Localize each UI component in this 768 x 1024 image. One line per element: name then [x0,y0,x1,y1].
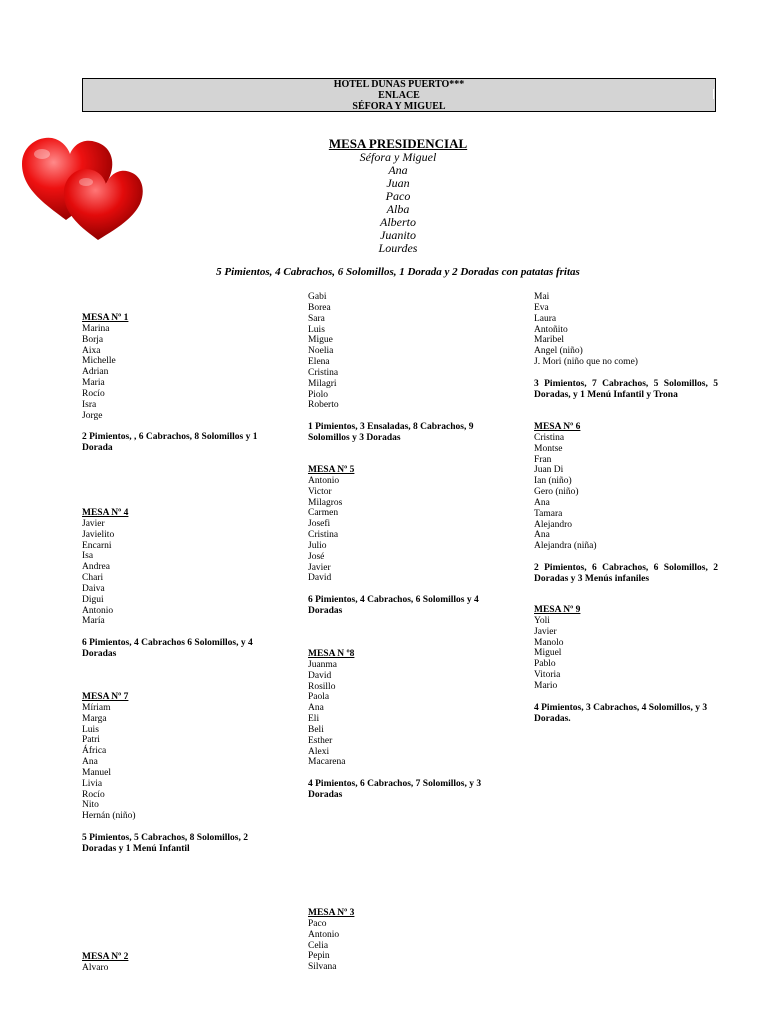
guest-name: Lourdes [378,241,418,255]
hotel-header-box [82,78,716,112]
guest-name: María [82,616,105,627]
table-block-5 [308,465,492,617]
table-block-continued-right [534,292,718,401]
guest-name: Adrian [82,367,109,378]
guest-name: Rocío [82,388,105,399]
table-title: MESA Nº 7 [82,692,129,702]
guest-name: Mario [534,680,558,691]
guest-name: Alejandra (niña) [534,541,597,552]
table-block-4 [82,508,266,660]
guest-name: Encarni [82,540,112,551]
guest-name: Cristina [308,367,339,378]
guest-name: Antoñito [534,324,568,335]
guest-name: Laura [534,313,557,324]
guest-name: David [308,670,332,681]
guest-name: Javier [82,518,105,529]
couple-names: SÉFORA Y MIGUEL [352,101,446,112]
guest-name: Ana [308,703,324,714]
guest-name: África [82,746,107,757]
table-block-2 [82,952,266,974]
guest-name: Ana [534,497,550,508]
guest-name: Alba [386,202,410,216]
guest-name: David [308,573,332,584]
table-block-9 [534,605,718,724]
guest-name: Noelia [308,346,334,357]
guest-name: Livia [82,778,103,789]
guest-name: Nito [82,800,99,811]
guest-name: Fran [534,454,552,465]
table-block-7 [82,692,266,855]
guest-name: Aixa [82,345,101,356]
guest-name: Marga [82,713,107,724]
guest-name: Esther [308,735,333,746]
table-block-3 [308,908,492,973]
guest-name: Michelle [82,356,116,367]
guest-name: Borea [308,302,331,313]
guest-name: Andrea [82,562,110,573]
guest-name: Ana [388,163,408,177]
table-title: MESA Nº 9 [534,605,581,615]
guest-name: Roberto [308,400,339,411]
guest-name: Milagri [308,378,337,389]
guest-name: Alejandro [534,519,572,530]
guest-name: Gero (niño) [534,487,579,498]
guest-name: Mai [534,292,550,302]
guest-name: Angel (niño) [534,346,583,357]
table-menu: 6 Pimientos, 4 Cabrachos, 6 Solomillos y 4 Doradas [308,595,479,617]
guest-name: Vitoria [534,670,561,681]
guest-name: Juanito [380,228,416,242]
table-menu: 4 Pimientos, 3 Cabrachos, 4 Solomillos, y 3 Doradas. [534,702,708,724]
guest-name: Elena [308,357,330,368]
guest-name: Piolo [308,389,329,400]
guest-name: Cristina [534,432,565,443]
guest-name: Cristina [308,530,339,541]
table-title: MESA Nº 4 [82,508,129,518]
guest-name: Borja [82,334,104,345]
guest-name: Isa [82,551,94,562]
guest-name: Manuel [82,767,112,778]
guest-name: Silvana [308,962,337,973]
guest-name: Chari [82,573,104,584]
hotel-name: HOTEL DUNAS PUERTO*** [333,79,465,90]
guest-name: Eva [534,302,549,313]
table-title: MESA Nº 5 [308,465,355,475]
guest-name: Luis [82,724,99,735]
event-type: ENLACE [378,90,420,101]
hearts-icon [18,132,148,244]
guest-name: Juan [386,176,410,190]
table-block-6 [534,422,718,585]
guest-name: Yoli [534,615,550,626]
guest-name: Josefi [308,519,331,530]
table-block-1 [82,313,266,454]
presidential-guests [240,151,556,255]
guest-name: Paco [385,189,411,203]
guest-name: Ana [534,530,550,541]
guest-name: Digui [82,594,104,605]
guest-name: Daiva [82,583,105,594]
table-menu: 5 Pimientos, 5 Cabrachos, 8 Solomillos, 2 Doradas y 1 Menú Infantil [82,833,248,854]
table-block-8 [308,649,492,801]
presidential-menu: 5 Pimientos, 4 Cabrachos, 6 Solomillos, 1 Dorada y 2 Doradas con patatas fritas [216,266,580,278]
table-menu: 6 Pimientos, 4 Cabrachos 6 Solomillos, y 4 Doradas [82,638,253,660]
guest-name: Celia [308,940,329,951]
guest-name: Ana [82,757,98,768]
guest-name: Juanma [308,659,338,670]
guest-name: Jorge [82,410,103,421]
guest-name: Isra [82,399,97,410]
guest-name: Tamara [534,508,563,519]
guest-name: Eli [308,714,320,725]
table-menu: 3 Pimientos, 7 Cabrachos, 5 Solomillos, 5 Doradas, y 1 Menú Infantil y Trona [534,378,718,400]
table-title: MESA Nº 1 [82,313,129,323]
table-menu: 4 Pimientos, 6 Cabrachos, 7 Solomillos, y 3 Doradas [308,779,482,801]
guest-name: Sara [308,313,325,324]
guest-name: Alvaro [82,962,109,973]
guest-name: José [308,551,325,562]
guest-name: Pepin [308,951,330,962]
table-title: MESA Nº 3 [308,908,355,918]
table-title: MESA Nº 2 [82,952,129,962]
guest-name: Hernán (niño) [82,811,136,822]
guest-name: Javier [534,626,557,637]
presidential-table [240,136,556,255]
guest-name: Victor [308,486,332,497]
guest-name: Juan Di [534,465,564,476]
guest-name: Patri [82,735,100,746]
guest-name: Miguel [534,648,562,659]
guest-name: Antonio [308,929,340,940]
guest-name: Maribel [534,335,565,346]
guest-name: Pablo [534,659,556,670]
guest-name: Migue [308,335,333,346]
guest-name: Paco [308,918,327,929]
guest-name: Beli [308,724,324,735]
guest-name: Alberto [380,215,416,229]
guest-name: Ian (niño) [534,476,572,487]
guest-name: Marina [82,323,110,334]
table-title: MESA N º8 [308,649,355,659]
guest-name: Antonio [308,475,340,486]
header-mark [713,89,714,99]
guest-name: Manolo [534,637,564,648]
guest-name: Alexi [308,746,330,757]
guest-name: Javielito [82,529,115,540]
guest-name: Paola [308,692,330,703]
guest-name: Julio [308,540,327,551]
guest-name: Rocío [82,789,105,800]
guest-name: Luis [308,324,325,335]
presidential-title: MESA PRESIDENCIAL [328,136,468,151]
table-title: MESA Nº 6 [534,422,581,432]
table-menu: 1 Pimientos, 3 Ensaladas, 8 Cabrachos, 9 Solomillos y 3 Doradas [308,422,474,444]
guest-name: Carmen [308,508,339,519]
guest-name: Antonio [82,605,114,616]
guest-name: Míriam [82,702,111,713]
guest-name: Rosillo [308,681,336,692]
guest-name: Javier [308,562,331,573]
guest-name: Séfora y Miguel [359,150,437,164]
table-menu: 2 Pimientos, 6 Cabrachos, 6 Solomillos, 2 Doradas y 3 Menús infaniles [534,563,718,584]
guest-name: Milagros [308,497,343,508]
guest-name: J. Mori (niño que no come) [534,357,638,368]
guest-name: Maria [82,378,105,389]
table-menu: 2 Pimientos, , 6 Cabrachos, 8 Solomillos y 1 Dorada [82,432,258,454]
table-block-continued [308,292,492,444]
guest-name: Gabi [308,292,327,302]
guest-name: Macarena [308,757,346,768]
guest-name: Montse [534,443,563,454]
